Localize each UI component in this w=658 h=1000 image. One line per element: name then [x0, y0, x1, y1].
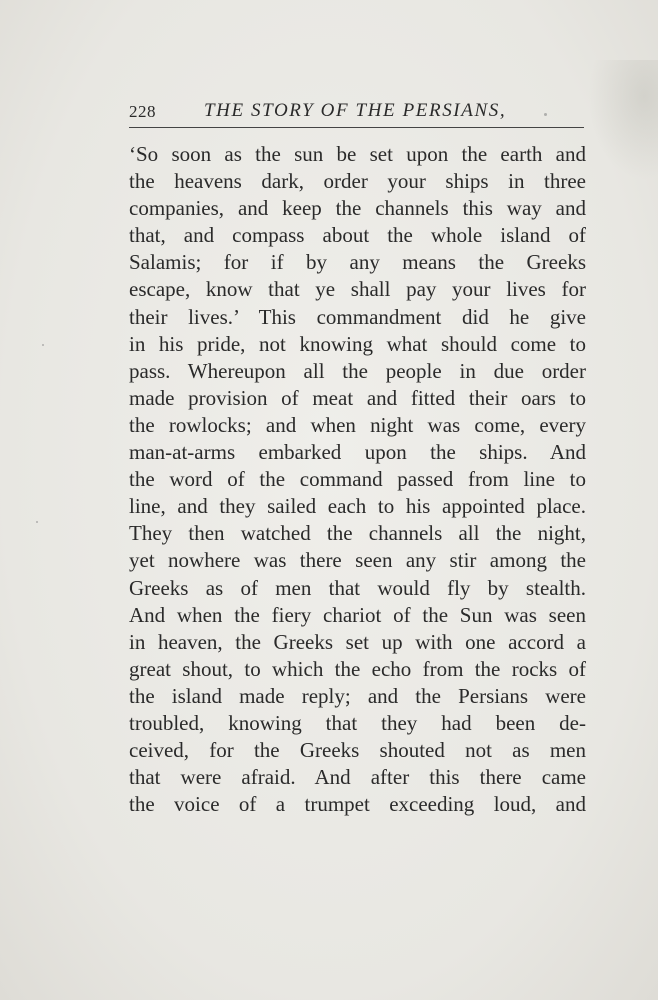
text-line: great shout, to which the echo from the rocks of [129, 656, 586, 681]
text-line: yet nowhere was there seen any stir among the [129, 548, 586, 573]
text-line: in his pride, not knowing what should come to [129, 331, 586, 356]
text-line: pass. Whereupon all the people in due order [129, 358, 586, 383]
text-line: that were afraid. And after this there came [129, 765, 586, 790]
text-line: companies, and keep the channels this way and [129, 196, 586, 221]
text-line: that, and compass about the whole island of [129, 223, 586, 248]
body-text [129, 141, 586, 818]
text-line: the word of the command passed from line to [129, 467, 586, 492]
page-number: 228 [129, 102, 156, 121]
running-head: THE STORY OF THE PERSIANS, [204, 100, 507, 121]
text-line: made provision of meat and fitted their oars to [129, 385, 586, 410]
text-line: the voice of a trumpet exceeding loud, and [129, 792, 586, 817]
page-header [129, 100, 584, 126]
text-line: their lives.’ This commandment did he give [129, 304, 586, 329]
header-rule [129, 127, 584, 128]
paper-stain [588, 60, 658, 180]
text-line: troubled, knowing that they had been de- [129, 710, 586, 735]
text-line: the heavens dark, order your ships in three [129, 169, 586, 194]
paper-speck [42, 344, 44, 346]
text-line: line, and they sailed each to his appointed place. [129, 494, 586, 519]
text-line: in heaven, the Greeks set up with one accord a [129, 629, 586, 654]
text-line: ‘So soon as the sun be set upon the earth and [129, 142, 586, 166]
text-line: Salamis; for if by any means the Greeks [129, 250, 586, 275]
text-line: Greeks as of men that would fly by stealth. [129, 575, 586, 600]
text-line: escape, know that ye shall pay your lives for [129, 277, 586, 302]
text-line: And when the fiery chariot of the Sun was seen [129, 602, 586, 627]
text-line: the rowlocks; and when night was come, every [129, 412, 586, 437]
paper-speck [36, 521, 38, 523]
text-line: ceived, for the Greeks shouted not as men [129, 738, 586, 763]
text-line: They then watched the channels all the night, [129, 521, 586, 546]
text-line: man-at-arms embarked upon the ships. And [129, 440, 586, 465]
text-line: the island made reply; and the Persians were [129, 683, 586, 708]
